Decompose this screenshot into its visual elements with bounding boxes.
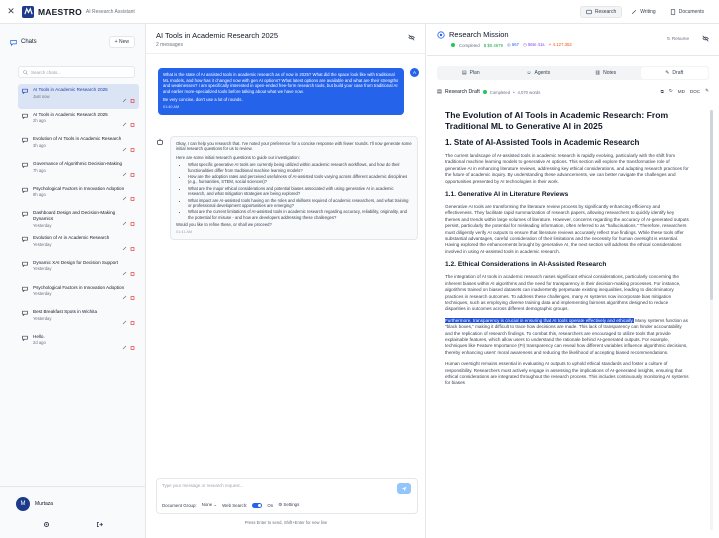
tokens-value: ⚡ 4.127.352 [548, 42, 572, 47]
web-search-toggle[interactable] [252, 503, 262, 508]
maestro-logo-icon [22, 6, 34, 18]
draft-document [445, 110, 689, 538]
refresh-icon: ↻ [666, 36, 672, 41]
trash-icon[interactable] [130, 147, 135, 154]
list-item: • What impact are AI-assisted tools having on the roles and skillsets required of academic researchers, and what training or professional development opportunities are emerging? [188, 198, 412, 209]
edit-icon[interactable] [122, 147, 127, 154]
agents-icon: ☺ [526, 70, 532, 76]
chat-title: Best Breakfast Spots in Wichita [33, 309, 98, 315]
edit-icon[interactable] [122, 271, 127, 278]
document-group-select[interactable] [202, 502, 217, 508]
brand-subtitle: AI Research Assistant [85, 8, 135, 15]
gear-icon: ⚙ [278, 502, 284, 507]
settings-button[interactable] [278, 502, 299, 508]
assistant-lead: Here are some initial research questions to guide our investigation: [176, 154, 300, 160]
chat-time: 2h ago [33, 118, 46, 124]
list-item[interactable] [18, 207, 139, 232]
document-group-label: Document Group: [162, 502, 197, 508]
sidebar-footer [0, 486, 146, 538]
trash-icon[interactable] [130, 320, 135, 327]
chat-title: Dynamic XAI Design for Decision Support [33, 259, 119, 265]
assistant-intro: Okay, I can help you research that. I've noted your preference for a concise response with fewer rounds. I'll now generate some initial research questions for us to review. [176, 141, 412, 152]
new-chat-label: New [118, 39, 129, 45]
subsection-heading: 1.1. Generative AI in Literature Reviews [445, 191, 569, 199]
chat-title: Governance of Algorithmic Decision-Making [33, 161, 123, 167]
list-item[interactable] [18, 84, 139, 109]
tab-notes-label: Notes [603, 70, 617, 76]
duration-value: ◷ 56m 41s [523, 42, 545, 47]
duration-amount: 56m 41s [528, 42, 545, 47]
composer-placeholder: Type your message or research request... [162, 483, 244, 488]
draft-separator: • [513, 89, 515, 95]
paragraph: Human oversight remains essential in evaluating AI outputs to uphold ethical standards and foster a culture of responsibility. Researchers must actively engage in assessing the implications of AI-generated insights, ensuring that ethical considerations are integrated throughout the research process. This includes continuously monitoring AI systems for biases [445, 361, 689, 386]
trash-icon[interactable] [130, 221, 135, 228]
trash-icon[interactable] [130, 246, 135, 253]
trash-icon[interactable] [130, 345, 135, 352]
chat-bubble-icon [22, 334, 29, 353]
copy-icon[interactable]: ⧉ [660, 88, 664, 94]
edit-icon[interactable] [122, 122, 127, 129]
trash-icon[interactable] [130, 295, 135, 302]
chat-time: Yesterday [33, 222, 52, 228]
chat-time: Just now [33, 93, 50, 99]
documents-icon [670, 9, 676, 15]
chat-search-input[interactable] [18, 66, 135, 78]
draft-word-count: 4,070 words [517, 89, 541, 95]
document-group-value: None [201, 502, 213, 507]
chat-bubble-icon [22, 235, 29, 254]
user-message-time: 01:40 AM [163, 104, 180, 109]
status-badge: Completed [459, 42, 480, 48]
composer-hint: Press Enter to send, Shift+Enter for new line [244, 520, 328, 525]
list-item: • What specific generative AI tools are currently being utilized within academic research workflows, and how do their functionalities differ from traditional machine learning models? [188, 162, 412, 173]
chat-bubble-icon [22, 285, 29, 304]
assistant-message [170, 136, 418, 240]
chat-sidebar [0, 24, 146, 538]
chat-time: Yesterday [33, 241, 52, 247]
trash-icon[interactable] [130, 196, 135, 203]
document-icon: ▤ [437, 89, 442, 95]
trash-icon[interactable] [130, 98, 135, 105]
docs-count: 667 [511, 42, 520, 47]
user-name: Murtaza [35, 501, 54, 507]
document-title: The Evolution of AI Tools in Academic Research: From Traditional ML to Generative AI in 2025 [445, 110, 669, 131]
gear-icon[interactable] [43, 521, 50, 530]
chat-time: 8h ago [33, 192, 46, 198]
tab-draft-label: Draft [672, 70, 684, 76]
edit-icon[interactable] [122, 221, 127, 228]
chat-list [0, 84, 145, 356]
draft-toolbar [437, 86, 709, 98]
section-heading: 1. State of AI-Assisted Tools in Academic Research [445, 138, 640, 147]
list-item[interactable] [18, 331, 139, 356]
scrollbar-thumb[interactable] [710, 110, 713, 300]
sidebar-title: Chats [21, 39, 37, 45]
tab-notes[interactable] [572, 66, 640, 80]
subsection-heading: 1.2. Ethical Considerations in AI-Assisted Research [445, 261, 607, 269]
web-search-label: Web Search: [222, 502, 248, 508]
refresh-icon[interactable]: ↻ [668, 88, 673, 93]
bot-icon [156, 138, 164, 148]
edit-icon[interactable] [122, 295, 127, 302]
new-chat-button[interactable] [109, 36, 135, 48]
chat-header [146, 24, 425, 54]
chat-time: 3h ago [33, 142, 46, 148]
chat-pane [146, 24, 426, 538]
avatar: M [16, 497, 30, 511]
trash-icon[interactable] [130, 172, 135, 179]
research-icon [586, 9, 592, 15]
paragraph-text: Many systems function as "black boxes," making it difficult to trace how decisions are made. This lack of transparency can hinder accountability and the replication of research findings. To combat this, researchers are encouraged to utilize tools that provide explainable features, which allow users to understand the rationale behind AI-generated outputs. For example, techniques like Feature Importance (FI) transparency can reveal how different variables influence algorithmic decisions, thereby enhancing users' moral awareness and reducing the likelihood of accepting biased recommendations. [445, 317, 688, 355]
settings-label: Settings [283, 502, 300, 507]
paragraph: The current landscape of AI-assisted tools in academic research is rapidly evolving, particularly with the shift from traditional machine learning models to generative AI options. This section will explore the transformative role of generative AI in enhancing literature reviews, addressing key ethical considerations, and adapting research practices for the future of academic inquiry. By understanding these advancements, we can better navigate the challenges and opportunities presented by AI technologies in their work. [445, 153, 689, 184]
chat-title: Dashboard Design and Decision-Making Dynamics [33, 210, 116, 222]
chat-time: Yesterday [33, 266, 52, 272]
draft-label: Research Draft [444, 89, 480, 95]
list-item[interactable] [18, 133, 139, 158]
pen-icon: ✎ [665, 70, 670, 76]
chat-title-heading: AI Tools in Academic Research 2025 [156, 31, 279, 40]
list-item: • What are the major ethical considerations and potential biases associated with using generative AI in academic research, and what mitigation strategies are being explored? [188, 186, 412, 197]
tab-plan[interactable] [437, 66, 505, 80]
list-item[interactable] [18, 109, 139, 134]
edit-icon[interactable] [122, 172, 127, 179]
mission-icon [437, 31, 445, 39]
mission-tabs [437, 66, 709, 80]
tab-draft[interactable] [641, 67, 709, 79]
chat-title: Psychological Factors in Innovation Adoption [33, 185, 125, 191]
search-icon [23, 70, 28, 75]
chat-title: Evolution of AI in Academic Research [33, 235, 110, 241]
brand-name: MAESTRO [38, 6, 82, 17]
chevron-down-icon: ⌄ [213, 502, 218, 507]
user-message-text-2: Be very concise, don't use a lot of rounds. [163, 97, 243, 103]
assistant-time: 01:41 AM [176, 229, 193, 234]
nav-documents-button[interactable] [665, 6, 709, 18]
sidebar-header [0, 24, 145, 60]
pencil-icon [631, 9, 637, 15]
message-count: 2 messages [156, 42, 183, 48]
user-message [158, 68, 404, 115]
chat-time: Yesterday [33, 315, 52, 321]
research-pane [427, 24, 719, 538]
chat-bubble-icon [22, 161, 29, 180]
tab-plan-label: Plan [469, 70, 480, 76]
user-avatar: A [410, 68, 419, 77]
list-item[interactable] [18, 306, 139, 331]
tokens-count: 4.127.352 [552, 42, 572, 47]
chat-bubble-icon [22, 186, 29, 205]
cost-value: $ $0.4679 [483, 42, 503, 48]
edit-icon[interactable] [122, 98, 127, 105]
docs-value: ◎ 667 [506, 42, 520, 47]
edit-icon[interactable] [122, 345, 127, 352]
hide-panel-icon[interactable] [408, 34, 415, 43]
resume-button[interactable] [667, 36, 689, 42]
send-button[interactable] [397, 483, 411, 494]
chat-title: Evolution of AI Tools in Academic Research [33, 136, 122, 142]
edit-icon[interactable] [122, 196, 127, 203]
nav-writing-label: Writing [640, 9, 656, 15]
chat-bubble-icon [10, 39, 17, 46]
search-placeholder: Search chats... [31, 69, 62, 75]
chat-title: Hello. [33, 333, 45, 339]
list-item: • What are the current limitations of AI-assisted tools in academic research regarding accuracy, reliability, originality, and the potential for misuse - and how are developers addressing these challenges? [188, 209, 412, 220]
message-composer[interactable] [156, 478, 418, 514]
download-docx-button[interactable]: DOC [689, 88, 701, 94]
mission-header [427, 24, 719, 56]
close-icon[interactable]: ✕ [7, 6, 15, 16]
research-questions-list [188, 162, 412, 220]
logout-icon[interactable] [96, 521, 103, 530]
status-dot-icon [451, 43, 455, 47]
download-md-button[interactable]: MD [677, 88, 685, 94]
chat-bubble-icon [22, 136, 29, 155]
draft-status: Completed [489, 89, 511, 95]
list-item: • How are the adoption rates and perceived usefulness of AI-assisted tools varying across different academic disciplines (e.g., humanities, STEM, social sciences)? [188, 174, 412, 185]
chat-time: 7h ago [33, 167, 46, 173]
nav-research-button[interactable] [580, 6, 622, 18]
tab-agents[interactable] [505, 66, 573, 80]
tab-agents-label: Agents [534, 70, 551, 76]
cost-amount: $0.4679 [487, 42, 503, 48]
list-item[interactable] [18, 183, 139, 208]
chat-time: Yesterday [33, 291, 52, 297]
chat-title: Psychological Factors in Innovation Adoption [33, 284, 125, 290]
paragraph: The integration of AI tools in academic research raises significant ethical considerations, particularly concerning the inherent biases within AI algorithms and the need for transparency in their decision-making processes. For instance, algorithms trained on biased datasets can inadvertently perpetuate existing inequalities, leading to discriminatory practices in research outcomes. To address these challenges, many AI systems now incorporate bias mitigation techniques, such as employing diverse training data and implementing fairness algorithms designed to reduce disparities in outcomes across different demographic groups. [445, 274, 681, 312]
nav-documents-label: Documents [678, 9, 704, 15]
list-item[interactable] [18, 158, 139, 183]
paragraph: Generative AI tools are transforming the literature review process by significantly enhancing efficiency and effectiveness. They facilitate rapid summarization of research papers, allowing researchers to quickly identify key themes and trends within large volumes of literature. However, concerns regarding the accuracy of AI-generated outputs persist, particularly the potential for misleading information, often referred to as "hallucinations." Therefore, researchers must diligently verify AI outputs to ensure that literature reviews accurately reflect true findings. While these tools offer substantial advantages, careful consideration of their limitations and the necessity for human oversight is essential. Having explored the enhancements brought by generative AI, the next section will address the ethical considerations involved in using AI-assisted tools in academic research. [445, 204, 689, 254]
hide-panel-icon[interactable] [702, 35, 709, 44]
chat-title: AI Tools in Academic Research 2025 [33, 87, 108, 92]
plus-icon: + [114, 39, 119, 45]
list-item[interactable] [18, 232, 139, 257]
paragraph [445, 318, 689, 356]
top-bar [0, 0, 719, 24]
chat-time: 2d ago [33, 340, 46, 346]
notes-icon: ▥ [595, 70, 601, 76]
resume-label: Resume [671, 36, 689, 41]
mission-title: Research Mission [449, 30, 509, 39]
chat-title: AI Tools in Academic Research 2025 [33, 111, 108, 117]
chat-bubble-icon [22, 210, 29, 229]
nav-writing-button[interactable] [626, 6, 660, 18]
plan-icon: ▤ [461, 70, 467, 76]
chat-bubble-icon [22, 260, 29, 279]
selected-text[interactable]: Furthermore, transparency is crucial in ensuring that AI tools operate effectively and ethically. [445, 317, 634, 323]
trash-icon[interactable] [130, 271, 135, 278]
list-item[interactable] [18, 282, 139, 307]
scrollbar[interactable] [710, 110, 713, 530]
send-icon [401, 486, 407, 492]
user-profile[interactable] [0, 487, 146, 511]
chat-bubble-icon [22, 309, 29, 328]
web-search-state: On [267, 502, 274, 508]
edit-icon[interactable] [122, 246, 127, 253]
assistant-outro: Would you like to refine these, or shall we proceed? [176, 222, 272, 228]
chat-bubble-icon [22, 112, 29, 131]
trash-icon[interactable] [130, 122, 135, 129]
draft-status-dot-icon [483, 90, 487, 94]
list-item[interactable] [18, 257, 139, 282]
edit-icon[interactable] [122, 320, 127, 327]
nav-research-label: Research [594, 9, 617, 15]
user-message-text: What is the state of AI assisted tools in academic research as of now in 2025? What did the space look like with traditional ML models, and how has it changed now with gen AI options? What latest options are available and what are their strengths and weaknesses? I am specifically interested in open-ended free-form research tools, but build your case from traditional AI and earlier more-specialized tools before talking about what we have now. [163, 72, 399, 94]
edit-icon[interactable]: ✎ [705, 88, 709, 93]
chat-bubble-icon [22, 87, 29, 106]
